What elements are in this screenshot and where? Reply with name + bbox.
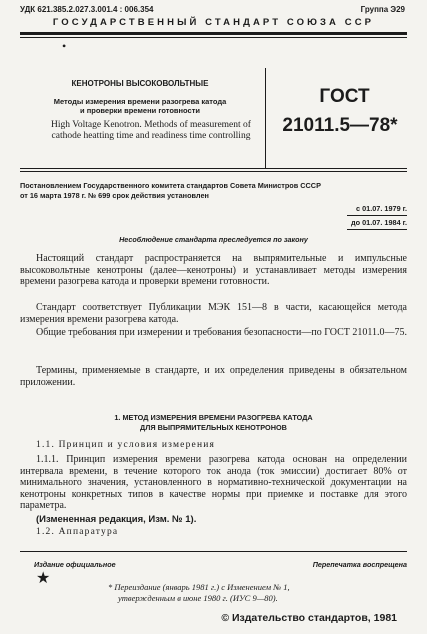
- footnote-line-1: * Переиздание (январь 1981 г.) с Изменением № 1,: [108, 582, 290, 592]
- decree-text: [20, 181, 407, 201]
- decree-line-1: Постановлением Государственного комитета стандартов Совета Министров СССР: [20, 181, 321, 190]
- paragraph-iec: Стандарт соответствует Публикации МЭК 151—8 в части, касающейся метода измерения времени разогрева катода.: [20, 302, 407, 325]
- udk-code: УДК 621.385.2.027.3.001.4 : 006.354: [20, 5, 154, 14]
- title-rule: [20, 168, 407, 169]
- footnote-line-2: утвержденным в июне 1980 г. (ИУС 9—80).: [118, 593, 278, 603]
- validity-dates: [347, 202, 407, 230]
- copyright: © Издательство стандартов, 1981: [221, 612, 397, 624]
- amendment-note: (Измененная редакция, Изм. № 1).: [36, 514, 197, 525]
- paragraph-general-requirements: Общие требования при измерении и требования безопасности—по ГОСТ 21011.0—75.: [36, 327, 408, 338]
- title-rule-2: [20, 171, 407, 172]
- reprint-prohibited-label: Перепечатка воспрещена: [312, 560, 407, 569]
- gost-number: 21011.5—78*: [282, 115, 398, 136]
- star-icon: ★: [36, 570, 51, 587]
- masthead-rule-thin: [20, 37, 407, 38]
- subtitle-russian-line-1: Методы измерения времени разогрева катода: [53, 97, 227, 106]
- clause-1-2: 1.2. Аппаратура: [36, 527, 119, 537]
- document-title: КЕНОТРОНЫ ВЫСОКОВОЛЬТНЫЕ: [71, 79, 209, 88]
- masthead: ГОСУДАРСТВЕННЫЙ СТАНДАРТ СОЮЗА ССР: [52, 17, 375, 28]
- subtitle-russian-line-2: и проверки времени готовности: [80, 106, 200, 115]
- section-heading: [20, 413, 407, 433]
- reissue-footnote: [108, 582, 408, 604]
- subtitle-english: [20, 120, 282, 142]
- validity-from: с 01.07. 1979 г.: [356, 204, 407, 213]
- decree-line-2: от 16 марта 1978 г. № 699 срок действия установлен: [20, 191, 209, 200]
- legal-notice: Несоблюдение стандарта преследуется по закону: [119, 235, 308, 244]
- clause-1-1-1: 1.1.1. Принцип измерения времени разогрева катода основан на определении интервала времени, в течение которого ток анода (ток эмиссии) достигает 80% от минимального значения, установленного в нормативно-технической документации на кенотроны конкретных типов в качестве нормы при приемке и поставке для этого параметра.: [20, 454, 407, 512]
- clause-1-1: 1.1. Принцип и условия измерения: [36, 440, 216, 450]
- official-edition-label: Издание официальное: [34, 560, 116, 569]
- section-heading-line-1: 1. МЕТОД ИЗМЕРЕНИЯ ВРЕМЕНИ РАЗОГРЕВА КАТОДА: [114, 413, 313, 422]
- subtitle-english-line-2: cathode heatting time and readiness time controlling: [51, 131, 251, 141]
- paragraph-scope: Настоящий стандарт распространяется на выпрямительные и импульсные высоковольтные кенотроны (далее—кенотроны) и устанавливает методы измерения времени разогрева катода и проверки времени готовности.: [20, 253, 407, 288]
- section-heading-line-2: ДЛЯ ВЫПРЯМИТЕЛЬНЫХ КЕНОТРОНОВ: [140, 423, 287, 432]
- gost-label: ГОСТ: [319, 86, 370, 107]
- subtitle-russian: [20, 97, 260, 115]
- footer-rule: [20, 551, 407, 552]
- group-code: Группа Э29: [360, 5, 405, 14]
- validity-to: до 01.07. 1984 г.: [347, 215, 407, 230]
- title-divider: [265, 68, 266, 168]
- paragraph-terms: Термины, применяемые в стандарте, и их определения приведены в обязательном приложении.: [20, 365, 407, 388]
- masthead-rule: [20, 32, 407, 35]
- subtitle-english-line-1: High Voltage Kenotron. Methods of measurement of: [51, 120, 251, 130]
- bullet-mark-icon: •: [62, 39, 67, 53]
